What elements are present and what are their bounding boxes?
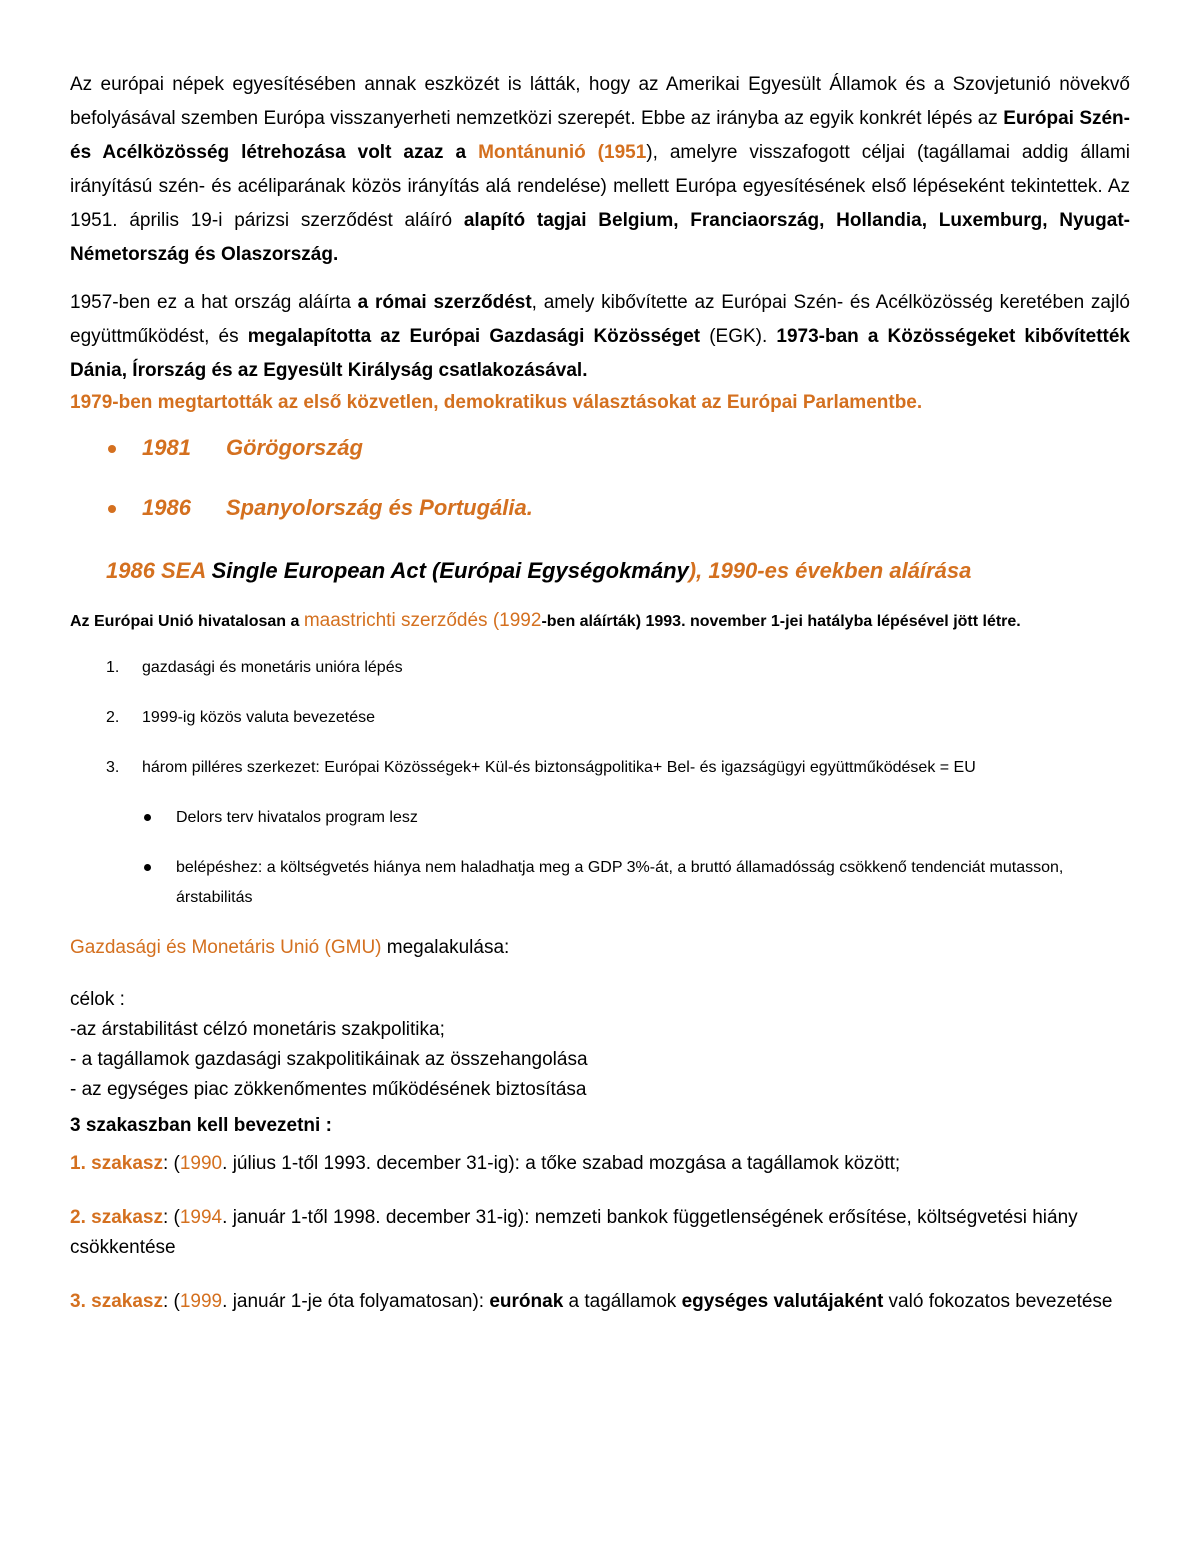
goal-item: - az egységes piac zökkenőmentes működésének biztosítása <box>70 1079 587 1100</box>
sub-bullet-list <box>70 803 1130 913</box>
goal-item: - a tagállamok gazdasági szakpolitikáinak az összehangolása <box>70 1049 588 1070</box>
text-span: : ( <box>162 1153 180 1174</box>
list-text: Görögország <box>226 435 363 460</box>
bold-span: a római szerződést <box>357 292 532 313</box>
highlight-span: maastrichti szerződés (1992 <box>303 610 542 631</box>
list-number: 1. <box>106 659 120 676</box>
list-year: 1981 <box>142 435 191 460</box>
bold-span: megalapította az Európai Gazdasági Közösséget <box>247 326 701 347</box>
text-span: ), amelyre visszafogott céljai (tagállamai addig állami irányítású szén- és acéliparának közös irányítás alá rendelése) mellett Európa egyesítésének első lépéseként tekintettek. Az 1951. április 19-i párizsi szerződést aláíró <box>70 142 1131 231</box>
list-number: 2. <box>106 709 120 726</box>
text-span: megalakulása: <box>381 937 510 958</box>
list-text: három pilléres szerkezet: Európai Közösségek+ Kül-és biztonságpolitika+ Bel- és igazságügyi együttműködések = EU <box>142 759 976 776</box>
goals-title: célok : <box>70 989 125 1010</box>
list-text: gazdasági és monetáris unióra lépés <box>142 659 403 676</box>
list-item <box>70 803 1130 833</box>
stage-label: 3. szakasz <box>70 1291 163 1312</box>
stage-text: . január 1-je óta folyamatosan): <box>222 1291 490 1312</box>
list-text: Delors terv hivatalos program lesz <box>176 809 418 826</box>
list-item <box>70 653 1130 683</box>
stage-item <box>70 1203 1130 1263</box>
bold-span: egységes valutájaként <box>681 1291 884 1312</box>
list-item <box>70 753 1130 783</box>
paragraph-parliament: 1979-ben megtartották az első közvetlen, demokratikus választásokat az Európai Parlamentbe. <box>70 392 923 413</box>
goal-item: -az árstabilitást célzó monetáris szakpolitika; <box>70 1019 445 1040</box>
list-text: 1999-ig közös valuta bevezetése <box>142 709 376 726</box>
text-span: Az európai népek egyesítésében annak eszközét is látták, hogy az Amerikai Egyesült Államok és a Szovjetunió növekvő befolyásával szemben Európa visszanyerheti nemzetközi szerepét. Ebbe az irányba az egyik konkrét lépés az <box>70 74 1130 129</box>
text-span: (EGK). <box>700 326 777 347</box>
stage-label: 2. szakasz <box>70 1207 163 1228</box>
stage-text: . január 1-től 1998. december 31-ig): nemzeti bankok függetlenségének erősítése, költségvetési hiány csökkentése <box>70 1207 1078 1258</box>
sea-heading <box>106 554 1130 588</box>
bullet-icon <box>108 445 116 453</box>
list-item <box>70 490 1130 550</box>
stage-text: . július 1-től 1993. december 31-ig): a tőke szabad mozgása a tagállamok között; <box>222 1153 901 1174</box>
text-span: 1986 SEA <box>106 558 212 583</box>
paragraph-rome-treaty <box>70 286 1130 388</box>
stage-item <box>70 1287 1130 1317</box>
list-item <box>70 853 1130 913</box>
paragraph-intro <box>70 68 1130 272</box>
document-page <box>70 68 1130 1317</box>
list-number: 3. <box>106 759 120 776</box>
text-span: , amely kibővítette az Európai Szén- és Acélközösség keretében zajló együttműködést, és <box>70 292 1130 347</box>
stage-year: 1999 <box>179 1291 223 1312</box>
text-span: a tagállamok <box>563 1291 682 1312</box>
stages-title: 3 szakaszban kell bevezetni : <box>70 1115 332 1136</box>
bullet-icon <box>108 505 116 513</box>
text-span: -ben aláírták) 1993. november 1-jei hatályba lépésével jött létre. <box>541 613 1021 630</box>
enlargement-list <box>70 430 1130 550</box>
list-text: belépéshez: a költségvetés hiánya nem haladhatja meg a GDP 3%-át, a bruttó államadósság csökkenő tendenciát mutasson, árstabilitás <box>176 859 1064 906</box>
bold-span: 1973-ban a Közösségeket kibővítették Dánia, Írország és az Egyesült Királyság csatlakozásával. <box>70 326 1130 381</box>
numbered-list <box>70 653 1130 783</box>
list-year: 1986 <box>142 495 191 520</box>
gmu-heading <box>70 933 1130 963</box>
bold-span: eurónak <box>489 1291 564 1312</box>
highlight-span: Montánunió (1951 <box>478 142 647 163</box>
bullet-icon <box>144 864 151 871</box>
paragraph-eu-founding <box>70 606 1130 637</box>
stage-label: 1. szakasz <box>70 1153 163 1174</box>
bold-span: alapító tagjai Belgium, Franciaország, Hollandia, Luxemburg, Nyugat-Németország és Olaszország. <box>70 210 1130 265</box>
text-span: való fokozatos bevezetése <box>883 1291 1113 1312</box>
stages-block <box>70 1111 1130 1317</box>
text-span: : ( <box>162 1207 180 1228</box>
stage-year: 1990 <box>179 1153 223 1174</box>
list-item <box>70 703 1130 733</box>
stage-year: 1994 <box>179 1207 223 1228</box>
bold-span: Európai Szén- és Acélközösség létrehozása volt azaz a <box>70 108 1130 163</box>
text-span: : ( <box>162 1291 180 1312</box>
goals-block <box>70 985 1130 1105</box>
highlight-span: Gazdasági és Monetáris Unió (GMU) <box>70 937 382 958</box>
text-span: Single European Act (Európai Egységokmány <box>211 558 689 583</box>
bullet-icon <box>144 814 151 821</box>
text-span: 1957-ben ez a hat ország aláírta <box>70 292 358 313</box>
text-span: ), 1990-es években aláírása <box>688 558 972 583</box>
list-item <box>70 430 1130 490</box>
text-span: Az Európai Unió hivatalosan a <box>70 613 304 630</box>
stage-item <box>70 1149 1130 1179</box>
list-text: Spanyolország és Portugália. <box>226 495 533 520</box>
